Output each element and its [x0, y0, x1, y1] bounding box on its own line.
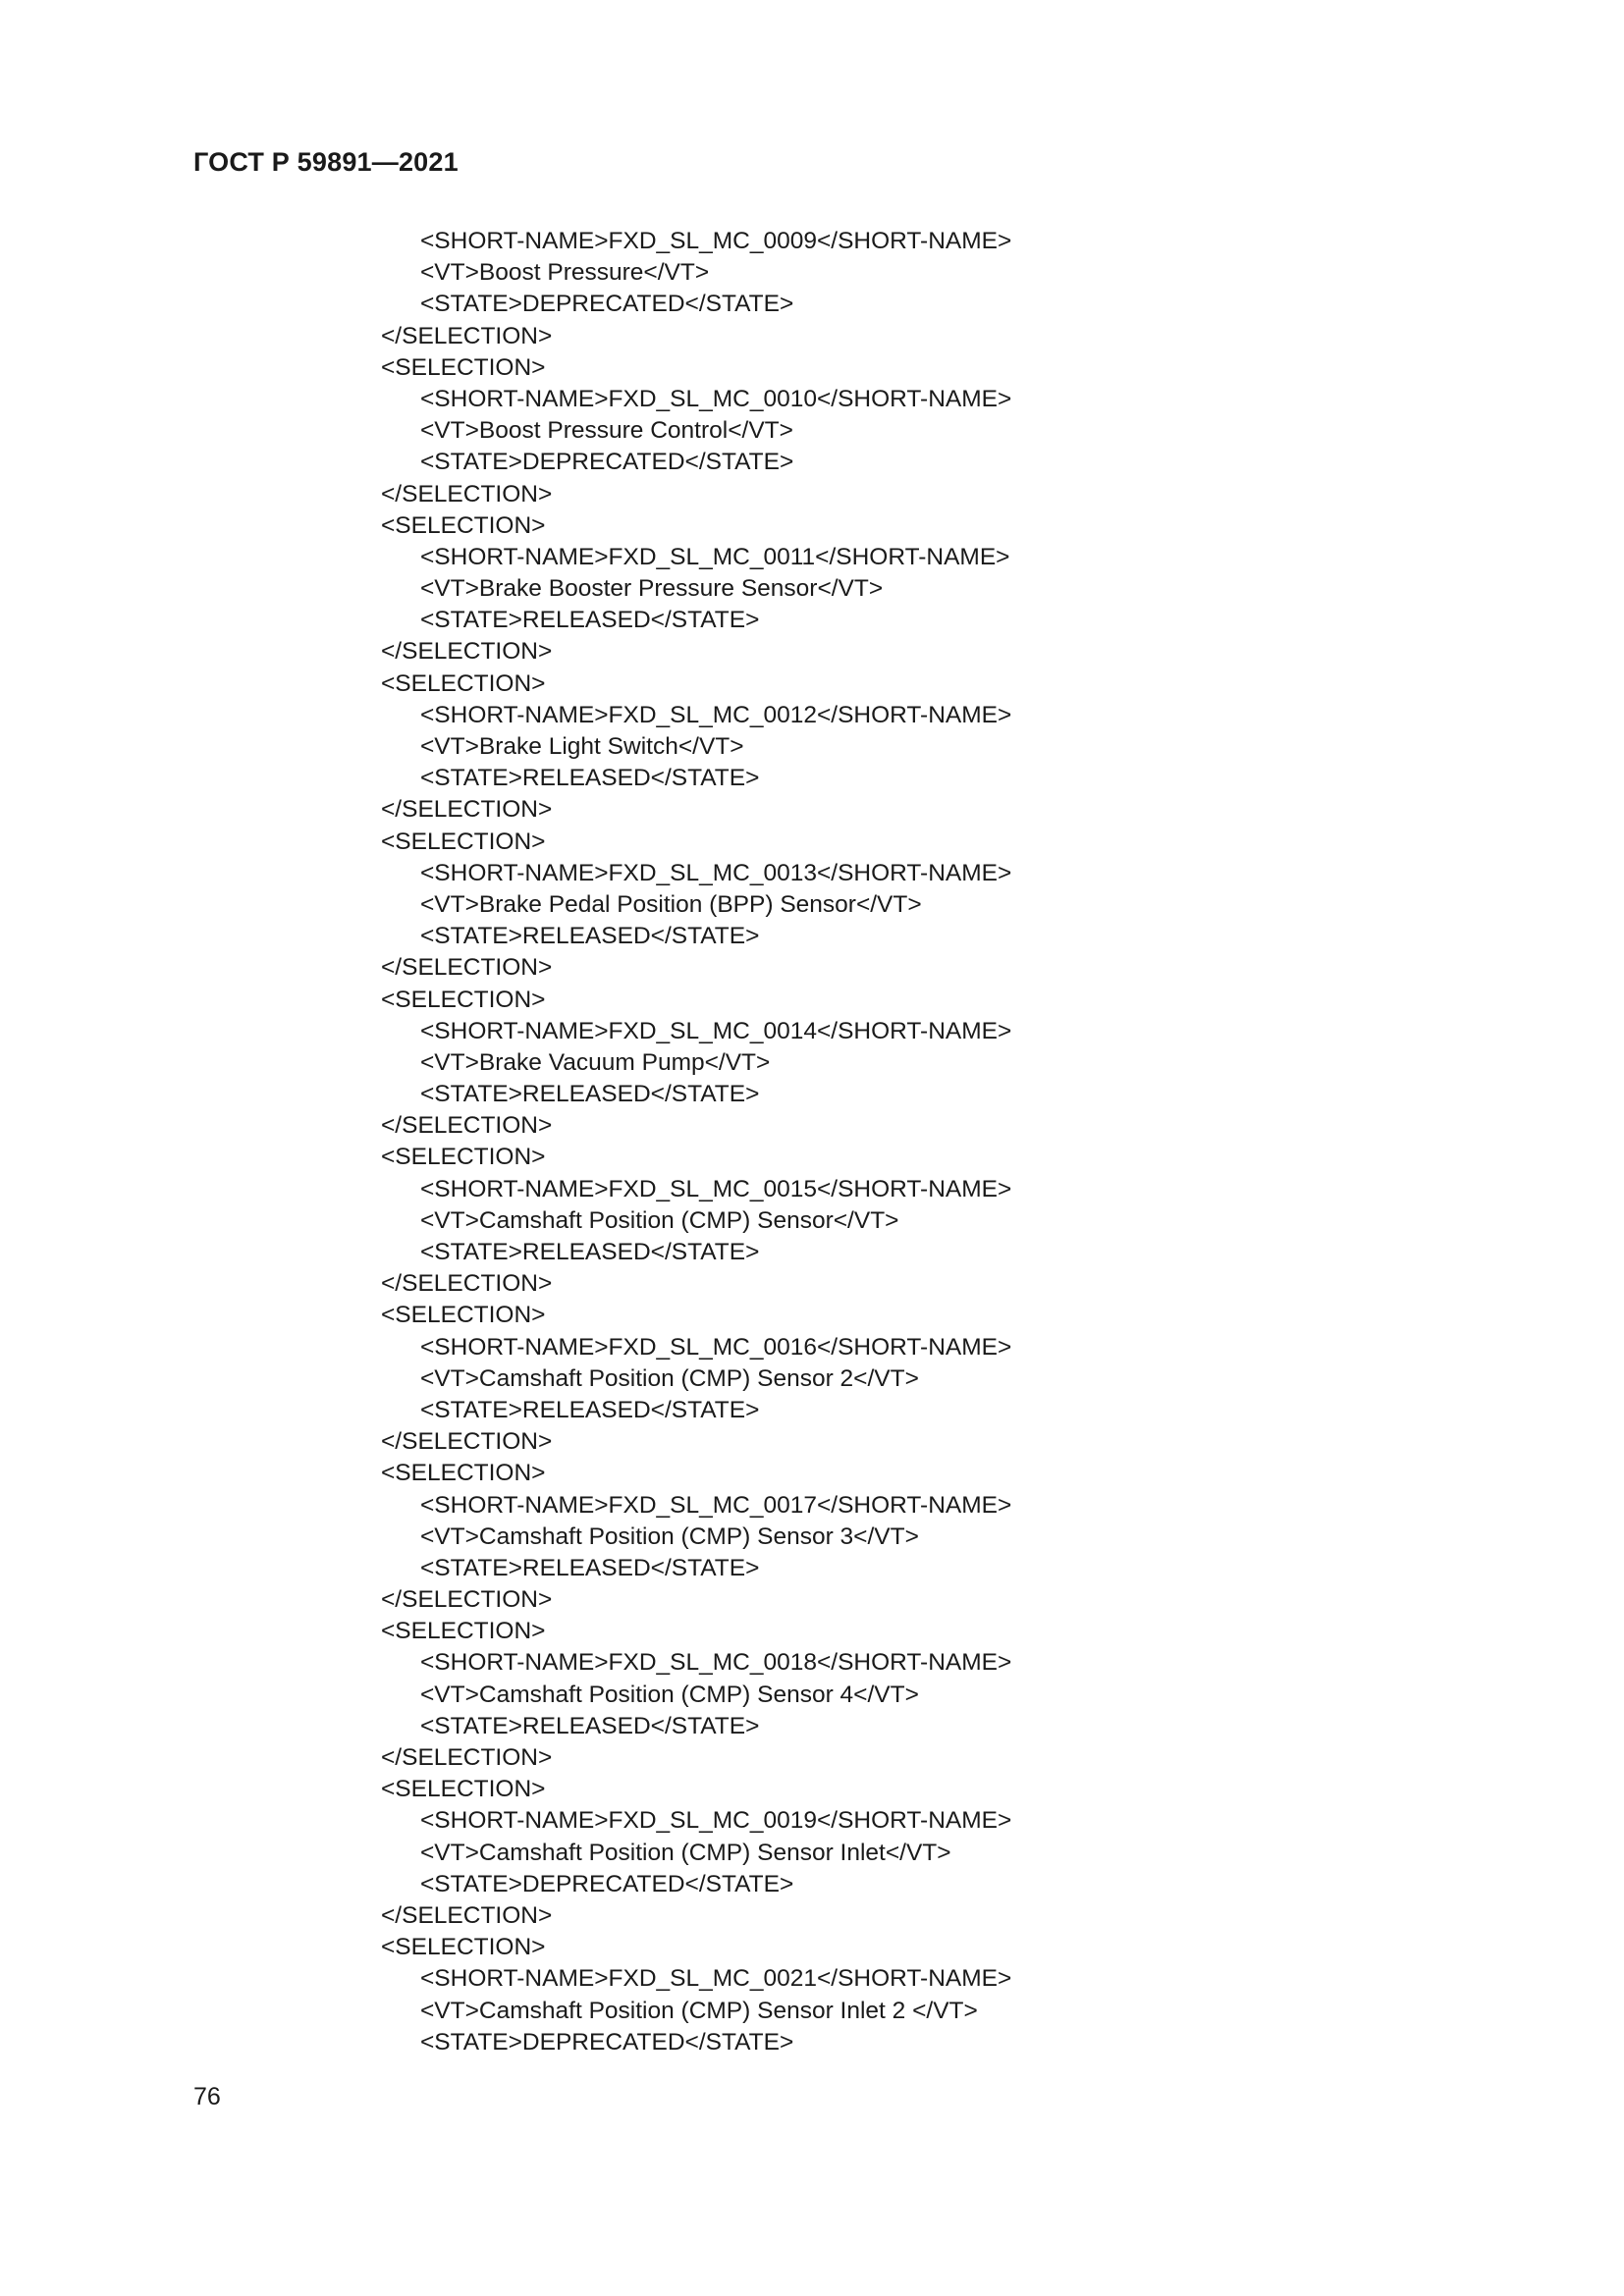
code-line: <SELECTION> [381, 1460, 546, 1487]
code-line: <VT>Brake Pedal Position (BPP) Sensor</VT> [420, 890, 922, 918]
code-line: <VT>Brake Light Switch</VT> [420, 733, 744, 760]
code-line: </SELECTION> [381, 954, 553, 982]
code-line: <SELECTION> [381, 828, 546, 855]
code-line: <SHORT-NAME>FXD_SL_MC_0014</SHORT-NAME> [420, 1017, 1012, 1044]
code-line: <STATE>DEPRECATED</STATE> [420, 2028, 794, 2056]
code-line: <SHORT-NAME>FXD_SL_MC_0010</SHORT-NAME> [420, 385, 1012, 412]
code-line: <SHORT-NAME>FXD_SL_MC_0017</SHORT-NAME> [420, 1491, 1012, 1519]
xml-code-listing [381, 226, 1011, 2058]
code-line: <VT>Camshaft Position (CMP) Sensor Inlet</VT> [420, 1839, 951, 1866]
code-line: <SELECTION> [381, 986, 546, 1013]
code-line: <VT>Camshaft Position (CMP) Sensor 3</VT> [420, 1522, 919, 1550]
code-line: <SELECTION> [381, 1144, 546, 1171]
code-line: <SHORT-NAME>FXD_SL_MC_0011</SHORT-NAME> [420, 543, 1010, 570]
code-line: </SELECTION> [381, 480, 553, 507]
code-line: <VT>Brake Booster Pressure Sensor</VT> [420, 575, 884, 603]
code-line: <STATE>RELEASED</STATE> [420, 1554, 760, 1581]
code-line: </SELECTION> [381, 638, 553, 666]
code-line: <SHORT-NAME>FXD_SL_MC_0012</SHORT-NAME> [420, 701, 1012, 728]
code-line: <SHORT-NAME>FXD_SL_MC_0016</SHORT-NAME> [420, 1333, 1012, 1361]
code-line: </SELECTION> [381, 1112, 553, 1140]
code-line: <STATE>RELEASED</STATE> [420, 923, 760, 950]
code-line: <STATE>RELEASED</STATE> [420, 1396, 760, 1423]
page-number: 76 [193, 2083, 221, 2110]
code-line: <SHORT-NAME>FXD_SL_MC_0009</SHORT-NAME> [420, 228, 1012, 254]
document-header: ГОСТ Р 59891—2021 [193, 147, 459, 177]
code-line: <SELECTION> [381, 511, 546, 539]
code-line: <SELECTION> [381, 1302, 546, 1329]
code-line: <VT>Camshaft Position (CMP) Sensor 4</VT> [420, 1681, 919, 1708]
code-line: <STATE>DEPRECATED</STATE> [420, 291, 794, 318]
code-line: <STATE>RELEASED</STATE> [420, 765, 760, 792]
code-line: </SELECTION> [381, 796, 553, 824]
code-line: </SELECTION> [381, 1270, 553, 1298]
code-line: </SELECTION> [381, 322, 553, 349]
code-line: <STATE>RELEASED</STATE> [420, 1081, 760, 1108]
code-line: <SELECTION> [381, 353, 546, 381]
code-line: </SELECTION> [381, 1428, 553, 1456]
code-line: <SELECTION> [381, 1618, 546, 1645]
code-line: <VT>Camshaft Position (CMP) Sensor 2</VT> [420, 1364, 919, 1392]
code-line: <STATE>RELEASED</STATE> [420, 1239, 760, 1265]
code-line: </SELECTION> [381, 1901, 553, 1929]
code-line: <SHORT-NAME>FXD_SL_MC_0021</SHORT-NAME> [420, 1965, 1012, 1993]
code-line: <SHORT-NAME>FXD_SL_MC_0019</SHORT-NAME> [420, 1807, 1012, 1835]
code-line: <SHORT-NAME>FXD_SL_MC_0018</SHORT-NAME> [420, 1649, 1012, 1677]
code-line: </SELECTION> [381, 1744, 553, 1771]
code-line: <VT>Camshaft Position (CMP) Sensor</VT> [420, 1206, 899, 1234]
code-line: <STATE>RELEASED</STATE> [420, 607, 760, 634]
code-line: </SELECTION> [381, 1586, 553, 1614]
code-line: <SELECTION> [381, 1934, 546, 1961]
code-line: <VT>Camshaft Position (CMP) Sensor Inlet 2 </VT> [420, 1997, 978, 2024]
code-line: <VT>Brake Vacuum Pump</VT> [420, 1048, 771, 1076]
code-line: <VT>Boost Pressure</VT> [420, 259, 710, 287]
code-line: <VT>Boost Pressure Control</VT> [420, 417, 793, 445]
code-line: <SHORT-NAME>FXD_SL_MC_0013</SHORT-NAME> [420, 859, 1012, 886]
code-line: <STATE>DEPRECATED</STATE> [420, 1870, 794, 1897]
code-line: <STATE>RELEASED</STATE> [420, 1712, 760, 1739]
code-line: <SHORT-NAME>FXD_SL_MC_0015</SHORT-NAME> [420, 1175, 1012, 1202]
code-line: <SELECTION> [381, 1776, 546, 1803]
code-line: <STATE>DEPRECATED</STATE> [420, 449, 794, 476]
code-line: <SELECTION> [381, 669, 546, 697]
